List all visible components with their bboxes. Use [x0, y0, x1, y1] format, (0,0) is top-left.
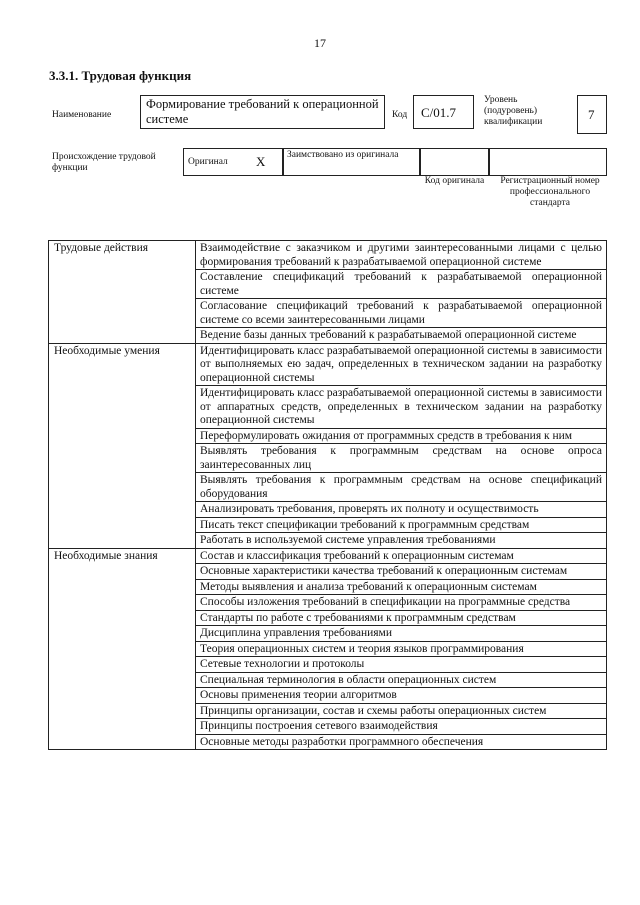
item-cell: Анализировать требования, проверять их полноту и осуществимость — [196, 502, 607, 518]
borrowed-label: Заимствовано из оригинала — [287, 150, 399, 160]
code-box — [413, 95, 474, 129]
section-title: 3.3.1. Трудовая функция — [49, 68, 192, 83]
table-row — [49, 548, 607, 564]
original-box — [183, 148, 283, 176]
item-cell: Работать в используемой системе управления требованиями — [196, 533, 607, 549]
category-cell: Необходимые знания — [49, 548, 196, 750]
original-mark: X — [256, 154, 266, 169]
code-original-caption: Код оригинала — [424, 176, 485, 186]
code-label: Код — [392, 110, 408, 120]
item-cell: Переформулировать ожидания от программных средств в требования к ним — [196, 428, 607, 444]
item-cell: Принципы организации, состав и схемы работы операционных систем — [196, 703, 607, 719]
item-cell: Сетевые технологии и протоколы — [196, 657, 607, 673]
table-row — [49, 343, 607, 386]
category-cell: Трудовые действия — [49, 241, 196, 344]
table-row — [49, 241, 607, 270]
borrowed-box — [283, 148, 420, 176]
name-box — [140, 95, 385, 129]
page-number: 17 — [314, 36, 326, 50]
item-cell: Стандарты по работе с требованиями к программным средствам — [196, 610, 607, 626]
item-cell: Выявлять требования к программным средствам на основе спецификаций оборудования — [196, 473, 607, 502]
item-cell: Специальная терминология в области операционных систем — [196, 672, 607, 688]
item-cell: Основы применения теории алгоритмов — [196, 688, 607, 704]
item-cell: Основные методы разработки программного обеспечения — [196, 734, 607, 750]
category-cell: Необходимые умения — [49, 343, 196, 548]
code-value: С/01.7 — [421, 105, 457, 120]
origin-label: Происхождение трудовой функции — [52, 152, 156, 173]
item-cell: Теория операционных систем и теория языков программирования — [196, 641, 607, 657]
labor-function-table — [48, 240, 607, 750]
code-original-box — [420, 148, 489, 176]
item-cell: Основные характеристики качества требований к операционным системам — [196, 564, 607, 580]
item-cell: Способы изложения требований в спецификации на программные средства — [196, 595, 607, 611]
item-cell: Идентифицировать класс разрабатываемой операционной системы в зависимости от выполняемых ею задач, определенных в техническом задании на разработку операционной системы — [196, 343, 607, 386]
reg-number-box — [489, 148, 607, 176]
item-cell: Взаимодействие с заказчиком и другими заинтересованными лицами с целью формирования требований к разрабатываемой операционной системе — [196, 241, 607, 270]
level-box — [577, 95, 607, 134]
item-cell: Составление спецификаций требований к разрабатываемой операционной системе — [196, 270, 607, 299]
name-label: Наименование — [52, 110, 112, 120]
name-value: Формирование требований к операционной системе — [146, 97, 379, 126]
item-cell: Методы выявления и анализа требований к операционным системам — [196, 579, 607, 595]
item-cell: Выявлять требования к программным средствам на основе опроса заинтересованных лиц — [196, 444, 607, 473]
item-cell: Идентифицировать класс разрабатываемой операционной системы в зависимости от аппаратных средств, определенных в техническом задании на разработку операционной системы — [196, 386, 607, 429]
level-label: Уровень (подуровень) квалификации — [484, 95, 543, 127]
item-cell: Согласование спецификаций требований к разрабатываемой операционной системе со всеми заинтересованными лицами — [196, 299, 607, 328]
item-cell: Ведение базы данных требований к разрабатываемой операционной системе — [196, 328, 607, 344]
reg-number-caption: Регистрационный номер профессионального стандарта — [500, 176, 600, 208]
item-cell: Состав и классификация требований к операционным системам — [196, 548, 607, 564]
item-cell: Писать текст спецификации требований к программным средствам — [196, 517, 607, 533]
item-cell: Принципы построения сетевого взаимодействия — [196, 719, 607, 735]
original-label: Оригинал — [188, 157, 228, 167]
level-value: 7 — [588, 107, 595, 122]
item-cell: Дисциплина управления требованиями — [196, 626, 607, 642]
